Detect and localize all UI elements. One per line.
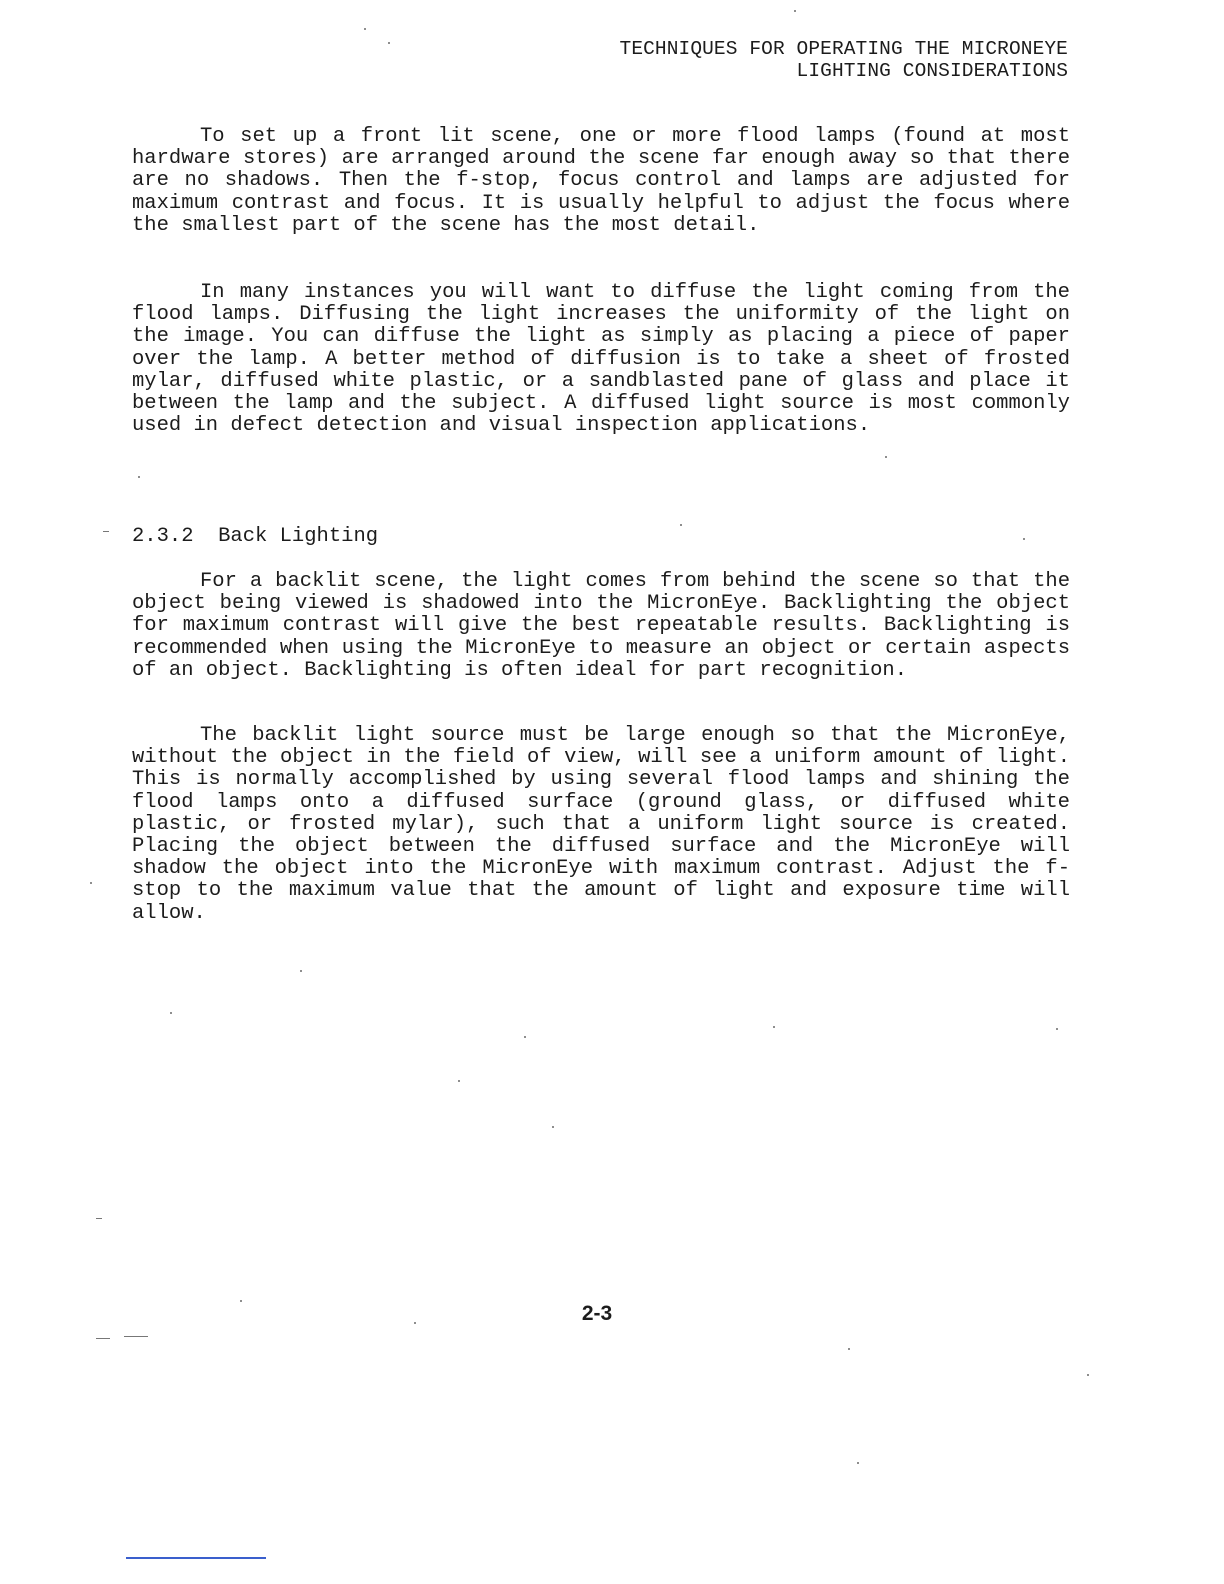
footer-rule	[126, 1557, 266, 1559]
scan-speck	[458, 1080, 460, 1082]
scan-speck	[388, 42, 390, 44]
scan-speck	[857, 1462, 859, 1464]
scan-dash	[103, 531, 109, 532]
scan-speck	[414, 1322, 416, 1324]
paragraph-diffusion: In many instances you will want to diffuse the light coming from the flood lamps. Diffusing the light increases the uniformity of the light on the image. You can diffuse the light as simply as placing a piece of paper over the lamp. A better method of diffusion is to take a sheet of frosted mylar, diffused white plastic, or a sandblasted pane of glass and place it between the lamp and the subject. A diffused light source is most commonly used in defect detection and visual inspection applications.	[132, 281, 1070, 438]
scan-dash	[124, 1336, 148, 1337]
scan-speck	[300, 970, 302, 972]
running-header-chapter: TECHNIQUES FOR OPERATING THE MICRONEYE	[619, 38, 1068, 60]
section-number: 2.3.2	[132, 525, 194, 548]
running-header-section: LIGHTING CONSIDERATIONS	[796, 60, 1068, 82]
page-number: 2-3	[581, 1302, 613, 1325]
scan-speck	[848, 1348, 850, 1350]
scan-speck	[680, 524, 682, 526]
scan-speck	[170, 1012, 172, 1014]
scan-speck	[90, 882, 92, 884]
scan-speck	[794, 10, 796, 12]
running-header	[620, 38, 1068, 82]
scan-speck	[1023, 538, 1025, 540]
scan-dash	[96, 1218, 102, 1219]
paragraph-front-lit-setup: To set up a front lit scene, one or more flood lamps (found at most hardware stores) are arranged around the scene far enough away so that there are no shadows. Then the f-stop, focus control and lamps are adjusted for maximum contrast and focus. It is usually helpful to adjust the focus where the smallest part of the scene has the most detail.	[132, 125, 1070, 237]
section-heading	[132, 526, 378, 548]
paragraph-backlit-scene: For a backlit scene, the light comes from behind the scene so that the object being viewed is shadowed into the MicronEye. Backlighting the object for maximum contrast will give the best repeatable results. Backlighting is recommended when using the MicronEye to measure an object or certain aspects of an object. Backlighting is often ideal for part recognition.	[132, 570, 1070, 682]
paragraph-backlit-source: The backlit light source must be large enough so that the MicronEye, without the object in the field of view, will see a uniform amount of light. This is normally accomplished by using several flood lamps and shining the flood lamps onto a diffused surface (ground glass, or diffused white plastic, or frosted mylar), such that a uniform light source is created. Placing the object between the diffused surface and the MicronEye will shadow the object into the MicronEye with maximum contrast. Adjust the f-stop to the maximum value that the amount of light and exposure time will allow.	[132, 724, 1070, 925]
scan-speck	[1087, 1374, 1089, 1376]
scan-speck	[240, 1300, 242, 1302]
scan-speck	[138, 476, 140, 478]
scan-speck	[364, 28, 366, 30]
scan-speck	[524, 1036, 526, 1038]
scan-speck	[1056, 1028, 1058, 1030]
scan-speck	[773, 1026, 775, 1028]
scan-speck	[552, 1126, 554, 1128]
scan-speck	[885, 456, 887, 458]
section-title: Back Lighting	[218, 525, 379, 548]
scan-dash	[96, 1338, 110, 1339]
